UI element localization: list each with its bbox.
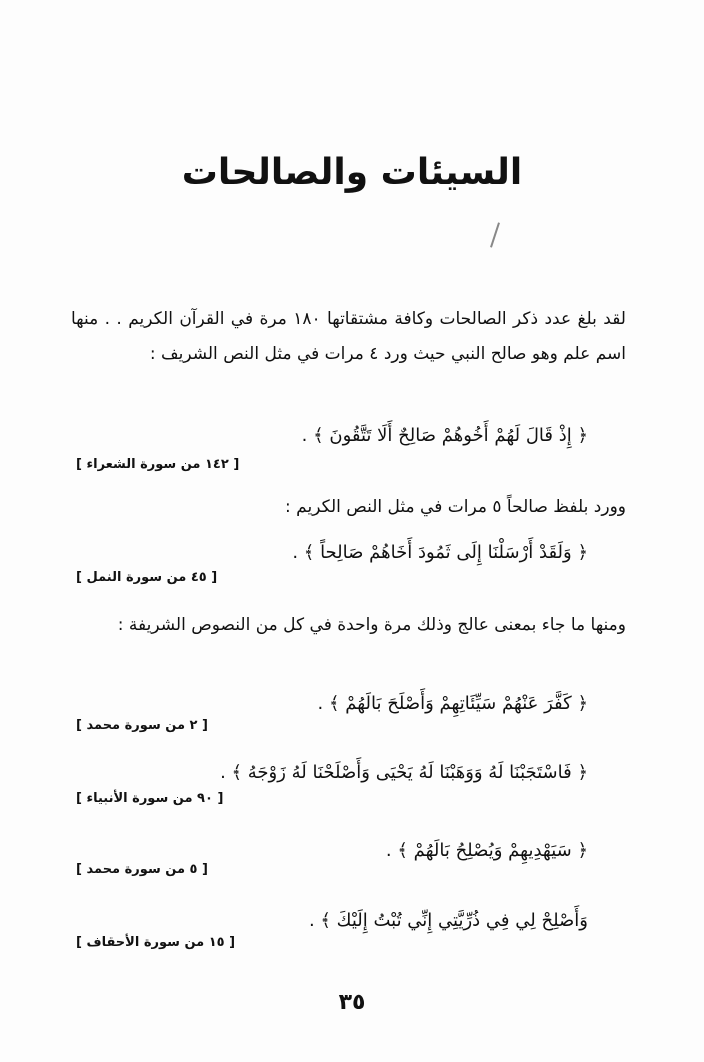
paragraph-aslaha: ومنها ما جاء بمعنى عالج وذلك مرة واحدة في كل من النصوص الشريفة : [117, 615, 626, 635]
verse-5: ﴿ سَيَهْدِيهِمْ وَيُصْلِحُ بَالَهُمْ ﴾ . [385, 840, 588, 861]
verse-reference-4: [ ٩٠ من سورة الأنبياء ] [76, 791, 224, 806]
page-title: السيئات والصالحات [181, 152, 523, 193]
scan-mark [490, 222, 500, 247]
paragraph-salihan: وورد بلفظ صالحاً ٥ مرات في مثل النص الكريم : [285, 497, 626, 517]
verse-1: ﴿ إِذْ قَالَ لَهُمْ أَخُوهُمْ صَالِحٌ أَلَا تَتَّقُونَ ﴾ . [301, 425, 588, 446]
verse-reference-6: [ ١٥ من سورة الأحقاف ] [76, 935, 236, 950]
paragraph-intro: لقد بلغ عدد ذكر الصالحات وكافة مشتقاتها ١٨٠ مرة في القرآن الكريم . . منها اسم علم وهو صالح النبي حيث ورد ٤ مرات في مثل النص الشريف : [71, 309, 626, 364]
page-number: ٣٥ [338, 990, 366, 1015]
verse-3: ﴿ كَفَّرَ عَنْهُمْ سَيِّئَاتِهِمْ وَأَصْلَحَ بَالَهُمْ ﴾ . [317, 693, 588, 714]
verse-reference-2: [ ٤٥ من سورة النمل ] [76, 570, 218, 585]
verse-reference-5: [ ٥ من سورة محمد ] [76, 862, 208, 877]
verse-reference-1: [ ١٤٢ من سورة الشعراء ] [76, 457, 240, 472]
verse-reference-3: [ ٢ من سورة محمد ] [76, 718, 208, 733]
verse-6: وَأَصْلِحْ لِي فِي ذُرِّيَّتِي إِنِّي تُبْتُ إِلَيْكَ ﴾ . [308, 910, 588, 931]
verse-4: ﴿ فَاسْتَجَبْنَا لَهُ وَوَهَبْنَا لَهُ يَحْيَى وَأَصْلَحْنَا لَهُ زَوْجَهُ ﴾ . [220, 762, 588, 783]
verse-2: ﴿ وَلَقَدْ أَرْسَلْنَا إِلَى ثَمُودَ أَخَاهُمْ صَالِحاً ﴾ . [292, 542, 588, 563]
